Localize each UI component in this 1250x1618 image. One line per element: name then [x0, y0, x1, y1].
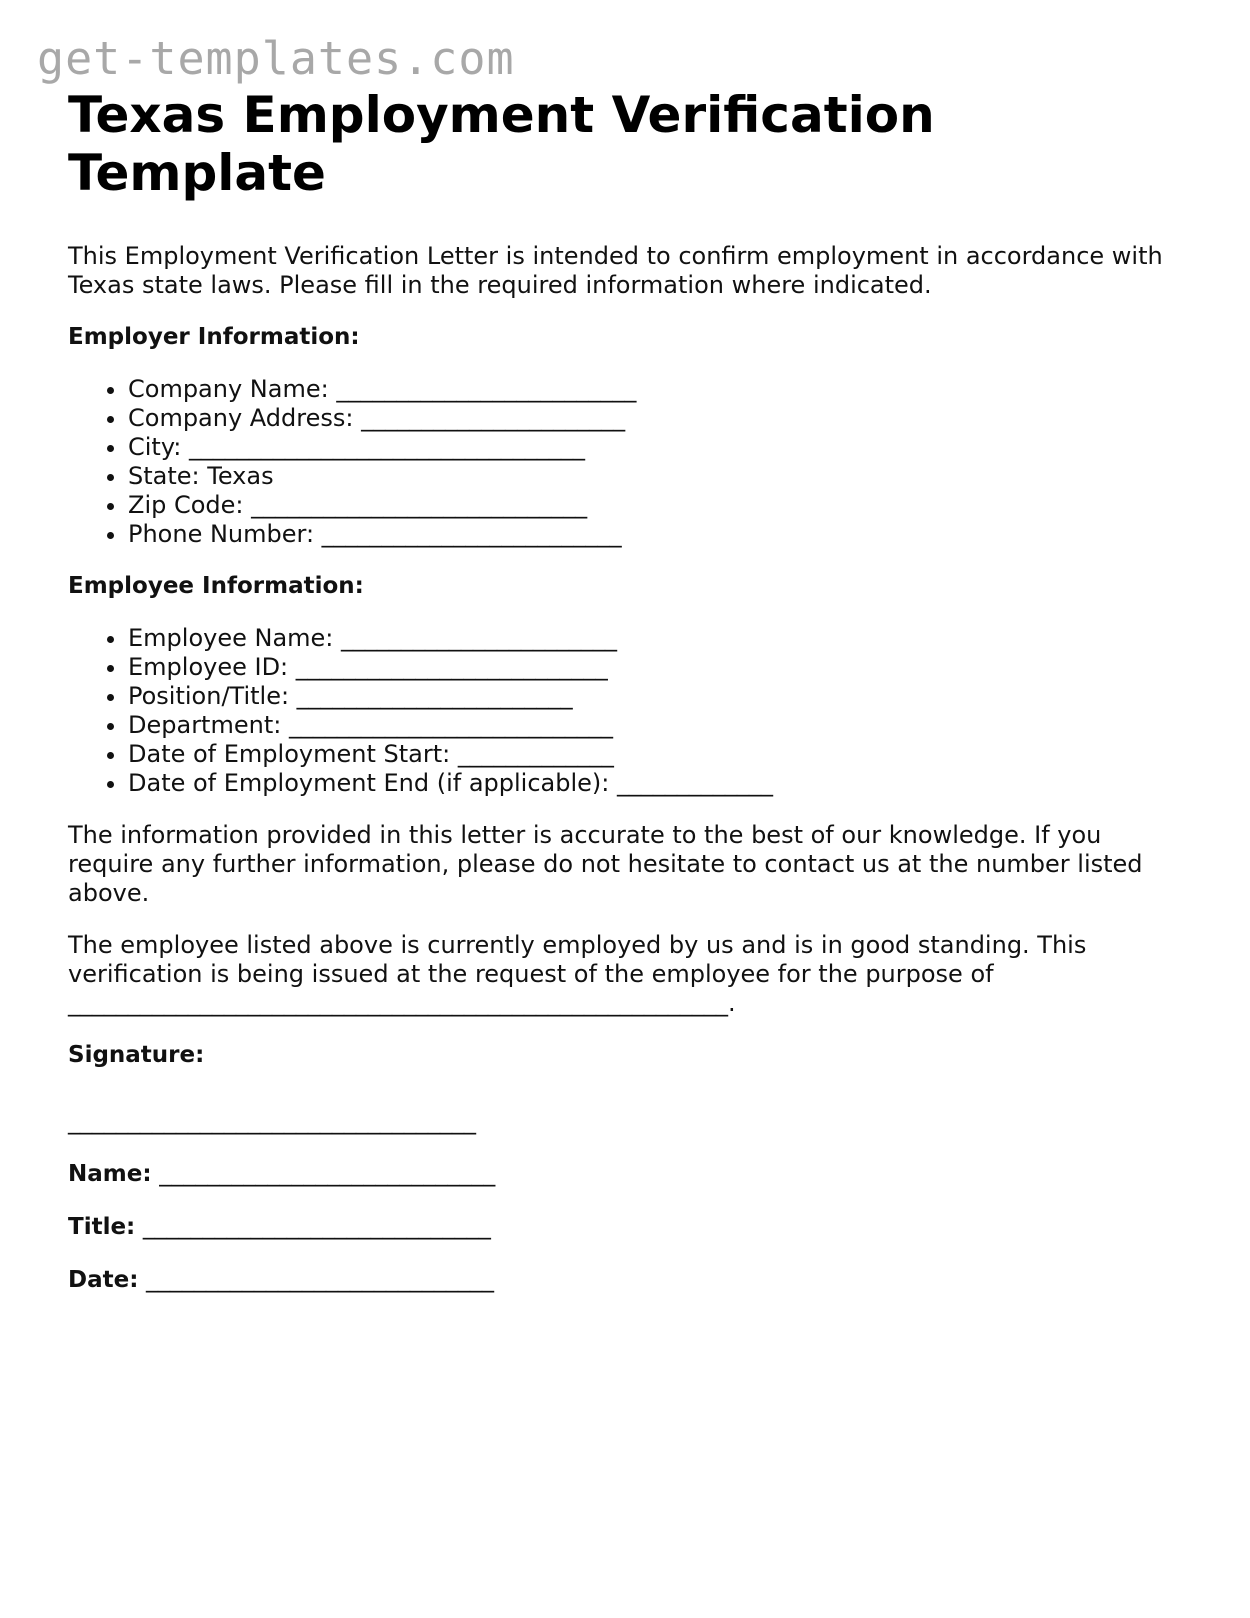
- list-item: • Position/Title: _______________________: [128, 682, 1188, 711]
- standing-paragraph: The employee listed above is currently employed by us and is in good standing. This verification is being issued at the request of the employee for the purpose of _______________________________________________________.: [68, 931, 1087, 1017]
- list-item: • City: _________________________________: [128, 433, 1188, 462]
- employer-list: [68, 375, 1188, 549]
- date-field: [68, 1265, 1188, 1295]
- list-item: • Employee Name: _______________________: [128, 624, 1188, 653]
- list-item: • Zip Code: ____________________________: [128, 491, 1188, 520]
- list-item: • Date of Employment Start: _____________: [128, 740, 1188, 769]
- signature-line: __________________________________: [68, 1107, 476, 1135]
- watermark: get-templates.com: [37, 32, 515, 85]
- document-page: [68, 86, 1188, 1295]
- list-item: • Company Address: ______________________: [128, 404, 1188, 433]
- list-item: • State: Texas: [128, 462, 1188, 491]
- accuracy-paragraph: The information provided in this letter is accurate to the best of our knowledge. If you require any further information, please do not hesitate to contact us at the number listed above.: [68, 821, 1143, 907]
- list-item: • Department: ___________________________: [128, 711, 1188, 740]
- signature-heading: Signature:: [68, 1042, 205, 1068]
- list-item: • Employee ID: __________________________: [128, 653, 1188, 682]
- list-item: • Date of Employment End (if applicable): _____________: [128, 769, 1188, 798]
- title-label: Title:: [68, 1214, 136, 1240]
- employee-heading: Employee Information:: [68, 573, 364, 599]
- title-field: [68, 1212, 1188, 1242]
- employer-heading: Employer Information:: [68, 324, 360, 350]
- name-label: Name:: [68, 1161, 152, 1187]
- list-item: • Phone Number: _________________________: [128, 520, 1188, 549]
- employee-list: [68, 624, 1188, 798]
- intro-paragraph: This Employment Verification Letter is intended to confirm employment in accordance with Texas state laws. Please fill in the required information where indicated.: [68, 242, 1163, 299]
- list-item: • Company Name: _________________________: [128, 375, 1188, 404]
- date-label: Date:: [68, 1267, 139, 1293]
- name-field: [68, 1159, 1188, 1189]
- name-line: ____________________________: [159, 1159, 496, 1187]
- title-line: _____________________________: [142, 1212, 491, 1240]
- page-title: Texas Employment Verification Template: [68, 86, 935, 202]
- date-line: _____________________________: [146, 1265, 495, 1293]
